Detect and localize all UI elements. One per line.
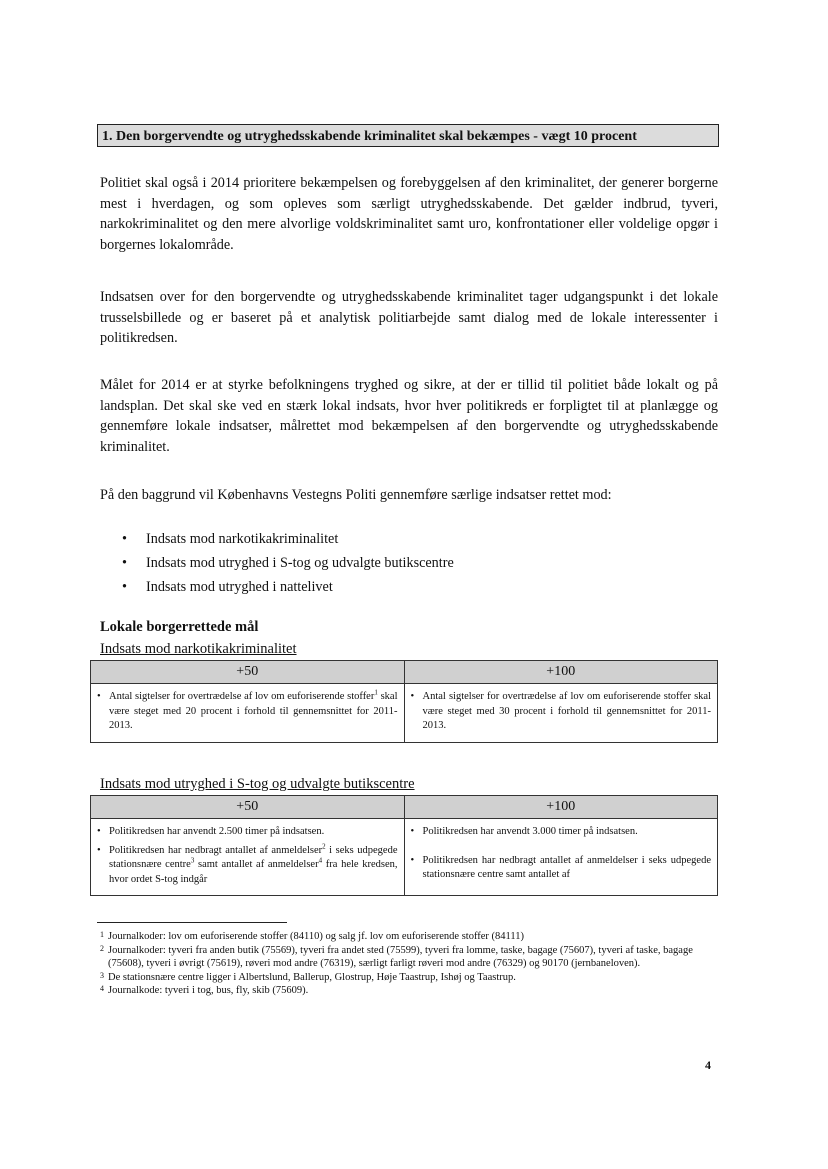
bullet-icon: •: [97, 826, 101, 837]
indsats-list: [100, 527, 700, 599]
goals-table-1: [90, 660, 718, 743]
bullet-icon: •: [122, 555, 127, 571]
bullet-icon: •: [410, 854, 415, 866]
footnote-3: 3 De stationsnære centre ligger i Albertslund, Ballerup, Glostrup, Høje Taastrup, Ishøj og Taastrup.: [100, 970, 516, 983]
list-item: • Indsats mod utryghed i nattelivet: [100, 575, 700, 599]
bullet-icon: •: [122, 531, 127, 547]
paragraph-4: På den baggrund vil Københavns Vestegns Politi gennemføre særlige indsatser rettet mod:: [100, 487, 612, 503]
section-title: Lokale borgerrettede mål: [100, 619, 259, 635]
table2-col2-header: +100: [404, 796, 718, 819]
paragraph-3: Målet for 2014 er at styrke befolkningens tryghed og sikre, at der er tillid til politiet både lokalt og på landsplan. Det skal ske ved en stærk lokal indsats, hvor hver politikreds er forpligtet til at planlægge og gennemføre lokale indsatser, målrettet mod bekæmpelsen af den borgervendte og utryghedsskabende kriminalitet.: [100, 377, 718, 455]
table-row: • Politikredsen har nedbragt antallet af anmeldelser$^2$ i seks udpegede stationsnære centre$^3$ samt antallet af anmeldelser$^4$ fra hele kredsen, hvor ordet S-tog indgår: [97, 844, 398, 888]
table-row: • Politikredsen har anvendt 3.000 timer på indsatsen.: [411, 825, 712, 840]
bullet-icon: •: [97, 844, 101, 856]
table1-col1-header: +50: [91, 661, 405, 684]
table1-col2-header: +100: [404, 661, 718, 684]
table1-title: Indsats mod narkotikakriminalitet: [100, 641, 297, 657]
footnote-divider: [97, 922, 287, 923]
table2-title: Indsats mod utryghed i S-tog og udvalgte butikscentre: [100, 776, 415, 792]
bullet-icon: •: [410, 691, 415, 702]
list-item: • Indsats mod utryghed i S-tog og udvalgte butikscentre: [100, 551, 700, 575]
list-item: • Indsats mod narkotikakriminalitet: [100, 527, 700, 551]
footnote-1: 1 Journalkoder: lov om euforiserende stoffer (84110) og salg jf. lov om euforiserende stoffer (84111): [100, 930, 524, 942]
bullet-icon: •: [97, 691, 101, 702]
table2-col2-cell: [404, 819, 718, 896]
table1-col2-cell: [404, 684, 718, 743]
table-row: • Antal sigtelser for overtrædelse af lov om euforiserende stoffer$^1$ skal være steget med 20 procent i forhold til gennemsnittet for 2011-2013.: [97, 690, 398, 734]
table2-col1-cell: [91, 819, 405, 896]
table-row: • Antal sigtelser for overtrædelse af lov om euforiserende stoffer skal være steget med 30 procent i forhold til gennemsnittet for 2011-2013.: [411, 690, 712, 734]
bullet-icon: •: [122, 579, 127, 595]
table-row: • Politikredsen har anvendt 2.500 timer på indsatsen.: [97, 825, 398, 840]
page-number: 4: [705, 1058, 711, 1072]
table1-col1-cell: [91, 684, 405, 743]
paragraph-1: Politiet skal også i 2014 prioritere bekæmpelsen og forebyggelsen af den kriminalitet, der generer borgerne mest i hverdagen, og som opleves som særligt utryghedsskabende. Det gælder indbrud, tyveri, narkokriminalitet og den mere alvorlige voldskriminalitet samt uro, konfrontationer eller voldelige opgør i borgernes lokalområde.: [100, 175, 718, 253]
bullet-icon: •: [410, 826, 415, 837]
section-heading: 1. Den borgervendte og utryghedsskabende kriminalitet skal bekæmpes - vægt 10 procent: [97, 124, 719, 147]
footnote-2: 2 Journalkoder: tyveri fra anden butik (75569), tyveri fra andet sted (75599), tyveri fra lomme, taske, bagage (75607), tyveri af taske, bagage (75608), tyveri i øvrigt (75619), røveri mod andre (76319), særligt farligt røveri mod andre (76329) og 90170 (jernbaneloven).: [100, 943, 693, 969]
table-row: • Politikredsen har nedbragt antallet af anmeldelser i seks udpegede stationsnære centre samt antallet af: [411, 854, 712, 883]
footnote-4: 4 Journalkode: tyveri i tog, bus, fly, skib (75609).: [100, 984, 309, 996]
table2-col1-header: +50: [91, 796, 405, 819]
goals-table-2: [90, 795, 718, 896]
paragraph-2: Indsatsen over for den borgervendte og utryghedsskabende kriminalitet tager udgangspunkt i det lokale trusselsbillede og er baseret på et analytisk politiarbejde samt dialog med de lokale interessenter i politikredsen.: [100, 289, 718, 346]
footnotes: [100, 930, 715, 998]
